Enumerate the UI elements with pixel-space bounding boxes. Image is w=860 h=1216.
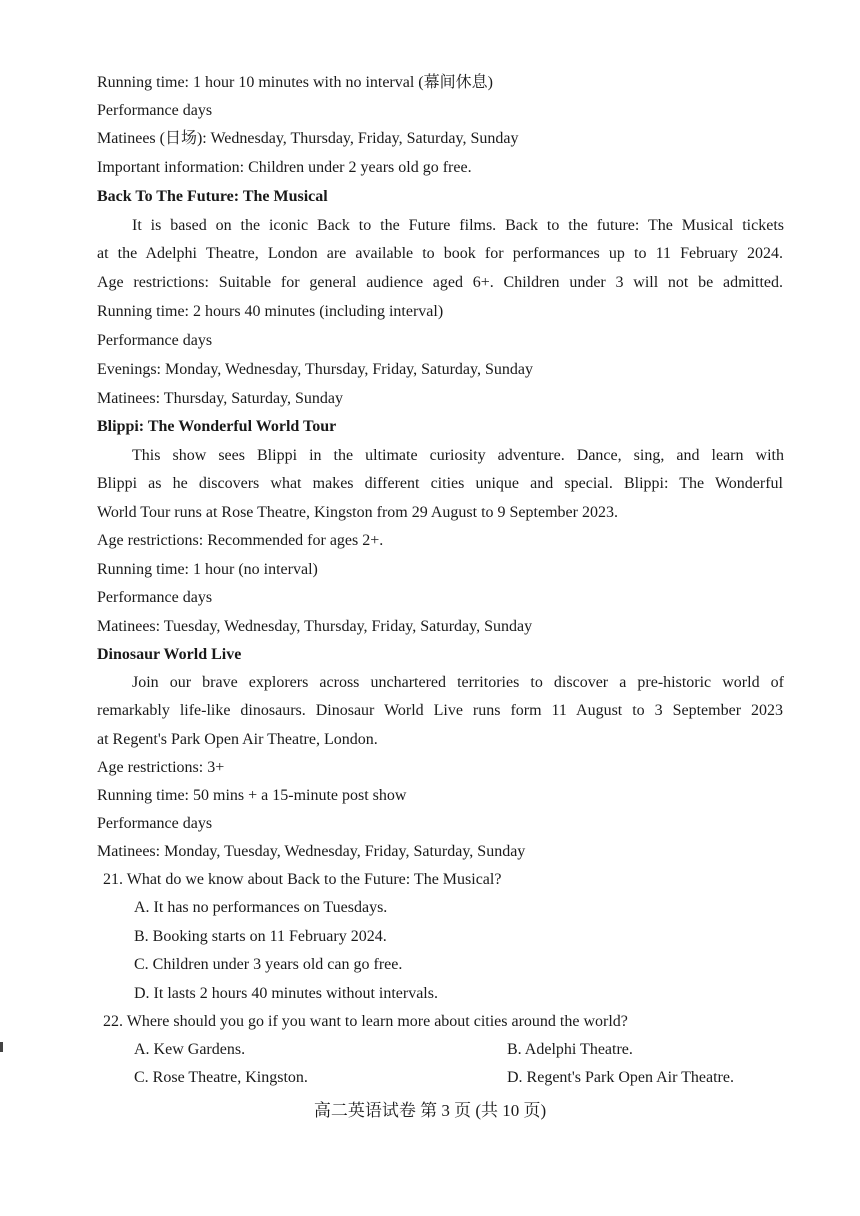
question-22-stem: 22. Where should you go if you want to learn more about cities around the world? [103,1013,628,1030]
question-21-option-c: C. Children under 3 years old can go free. [134,956,403,973]
section-title-blippi: Blippi: The Wonderful World Tour [97,418,337,435]
page-footer: 高二英语试卷 第 3 页 (共 10 页) [313,1101,547,1120]
blippi-performance-days: Performance days [97,589,213,606]
blippi-age-restrictions: Age restrictions: Recommended for ages 2+. [97,532,384,549]
dino-performance-days: Performance days [97,815,213,832]
question-22-option-c: C. Rose Theatre, Kingston. [134,1069,308,1086]
blippi-matinees: Matinees: Tuesday, Wednesday, Thursday, Friday, Saturday, Sunday [97,618,533,635]
dino-running-time: Running time: 50 mins + a 15-minute post show [97,787,407,804]
dino-paragraph-line-2: remarkably life-like dinosaurs. Dinosaur World Live runs form 11 August to 3 September 2023 [97,702,783,719]
blippi-paragraph-line-3: World Tour runs at Rose Theatre, Kingston from 29 August to 9 September 2023. [97,504,618,521]
question-21-option-a: A. It has no performances on Tuesdays. [134,899,388,916]
question-22-option-d: D. Regent's Park Open Air Theatre. [507,1069,734,1086]
dino-paragraph-line-3: at Regent's Park Open Air Theatre, London. [97,731,378,748]
bttf-performance-days: Performance days [97,332,213,349]
question-21-option-b: B. Booking starts on 11 February 2024. [134,928,387,945]
blippi-paragraph-line-1: This show sees Blippi in the ultimate curiosity adventure. Dance, sing, and learn with [132,447,784,464]
question-21-stem: 21. What do we know about Back to the Future: The Musical? [103,871,502,888]
bttf-evenings: Evenings: Monday, Wednesday, Thursday, Friday, Saturday, Sunday [97,361,533,378]
blippi-running-time: Running time: 1 hour (no interval) [97,561,318,578]
blippi-paragraph-line-2: Blippi as he discovers what makes different cities unique and special. Blippi: The Wonderful [97,475,783,492]
dino-paragraph-line-1: Join our brave explorers across unchartered territories to discover a pre-historic world of [132,674,784,691]
dino-matinees: Matinees: Monday, Tuesday, Wednesday, Friday, Saturday, Sunday [97,843,526,860]
bttf-age-restrictions: Age restrictions: Suitable for general audience aged 6+. Children under 3 will not be admitted. [97,274,783,291]
dino-age-restrictions: Age restrictions: 3+ [97,759,225,776]
margin-mark [0,1042,3,1052]
question-22-option-b: B. Adelphi Theatre. [507,1041,633,1058]
matinees-line: Matinees (日场): Wednesday, Thursday, Friday, Saturday, Sunday [97,130,519,147]
important-info-line: Important information: Children under 2 years old go free. [97,159,472,176]
bttf-paragraph-line-1: It is based on the iconic Back to the Future films. Back to the future: The Musical tickets [132,217,784,234]
running-time-line: Running time: 1 hour 10 minutes with no interval (幕间休息) [97,74,493,91]
section-title-bttf: Back To The Future: The Musical [97,188,328,205]
section-title-dino: Dinosaur World Live [97,646,242,663]
bttf-matinees: Matinees: Thursday, Saturday, Sunday [97,390,344,407]
performance-days-label: Performance days [97,102,213,119]
bttf-running-time: Running time: 2 hours 40 minutes (including interval) [97,303,444,320]
question-21-option-d: D. It lasts 2 hours 40 minutes without intervals. [134,985,438,1002]
question-22-option-a: A. Kew Gardens. [134,1041,246,1058]
bttf-paragraph-line-2: at the Adelphi Theatre, London are available to book for performances up to 11 February 2024. [97,245,783,262]
